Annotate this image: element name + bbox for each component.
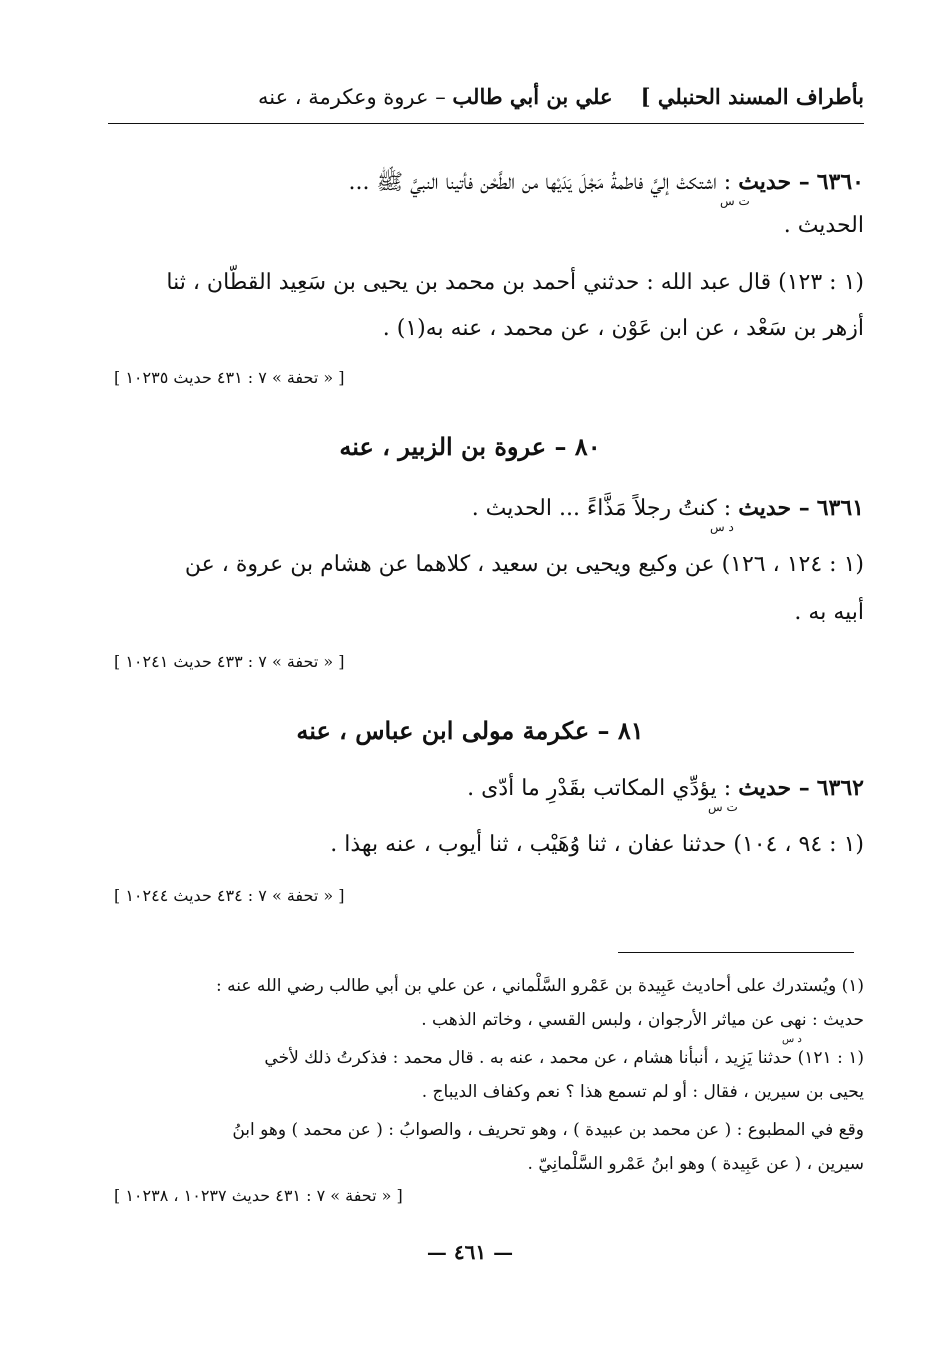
entry-number: ٦٣٦١ bbox=[816, 495, 864, 521]
tuhfa-reference: [ « تحفة » ٧ : ٤٣١ حديث ١٠٢٣٧ ، ١٠٢٣٨ ] bbox=[114, 1186, 403, 1205]
siglum-mark: د س bbox=[710, 520, 734, 534]
tuhfa-reference: [ « تحفة » ٧ : ٤٣١ حديث ١٠٢٣٥ ] bbox=[114, 368, 345, 387]
entry-matn: : اشتكتْ إليَّ فاطمةُ مَجْلَ يَدَيْها من الطَّحْن فأتينا النبيَّ ﷺ ... bbox=[348, 170, 732, 195]
siglum-mark: ت س bbox=[720, 194, 750, 208]
header-chapter-rest: – عروة وعكرمة ، عنه bbox=[258, 85, 446, 109]
header-chapter bbox=[258, 84, 613, 109]
section-heading-80: ٨٠ – عروة بن الزبير ، عنه bbox=[339, 432, 601, 461]
footnote-line: سيرين ، ( عن عَبِيدة ) وهو ابنُ عَمْرو السَّلْمانِيّ . bbox=[527, 1154, 864, 1174]
entry-keyword: حديث bbox=[738, 169, 792, 195]
footnote-line: (١ : ١٢١) حدثنا يَزِيد ، أنبأنا هشام ، عن محمد ، عنه به . قال محمد : فذكرتُ ذلك لأخي bbox=[264, 1048, 864, 1068]
footnote-line: وقع في المطبوع : ( عن محمد بن عبيدة ) ، وهو تحريف ، والصوابُ : ( عن محمد ) وهو ابنُ bbox=[232, 1120, 864, 1140]
entry-6360-isnad-1: (١ : ١٢٣) قال عبد الله : حدثني أحمد بن محمد بن يحيى بن سَعِيد القطّان ، ثنا bbox=[166, 270, 864, 295]
entry-6362-text: ٦٣٦٢ – حديث : يؤدِّي المكاتب بقَدْرِ ما أدّى . bbox=[467, 775, 864, 801]
entry-6361-isnad-2: أبيه به . bbox=[794, 600, 864, 625]
running-header bbox=[108, 84, 864, 120]
siglum-mark: ت س bbox=[708, 800, 738, 814]
entry-6361-isnad-1: (١ : ١٢٤ ، ١٢٦) عن وكيع ويحيى بن سعيد ، كلاهما عن هشام بن عروة ، عن bbox=[184, 552, 864, 577]
entry-keyword: حديث bbox=[738, 775, 792, 801]
entry-6362-isnad-1: (١ : ٩٤ ، ١٠٤) حدثنا عفان ، ثنا وُهَيْب ، ثنا أيوب ، عنه بهذا . bbox=[330, 832, 864, 857]
header-book-title: بأطراف المسند الحنبلي ] bbox=[640, 84, 864, 109]
tuhfa-reference: [ « تحفة » ٧ : ٤٣٤ حديث ١٠٢٤٤ ] bbox=[114, 886, 345, 905]
footnote-line: يحيى بن سيرين ، فقال : أو لم تسمع هذا ؟ نعم وكفاف الديباج . bbox=[421, 1082, 864, 1102]
header-chapter-bold: علي بن أبي طالب bbox=[452, 84, 613, 109]
footnote-rule bbox=[618, 952, 854, 953]
entry-number: ٦٣٦٠ bbox=[816, 169, 864, 195]
entry-matn: : يؤدِّي المكاتب بقَدْرِ ما أدّى . bbox=[467, 776, 732, 801]
header-rule bbox=[108, 123, 864, 124]
footnote-line: (١) ويُستدرك على أحاديث عَبِيدة بن عَمْرو السَّلْماني ، عن علي بن أبي طالب رضي الله عنه : bbox=[215, 976, 864, 996]
siglum-mark: د س bbox=[782, 1034, 802, 1045]
entry-matn: : كنتُ رجلاً مَذَّاءً ... الحديث . bbox=[471, 496, 732, 521]
entry-number: ٦٣٦٢ bbox=[816, 775, 864, 801]
entry-keyword: حديث bbox=[738, 495, 792, 521]
entry-6361-text: ٦٣٦١ – حديث : كنتُ رجلاً مَذَّاءً ... الحديث . bbox=[471, 495, 864, 521]
footnote-line: حديث : نهى عن مياثر الأرجوان ، ولبس القسي ، وخاتم الذهب . bbox=[421, 1010, 864, 1030]
page-number: — ٤٦١ — bbox=[426, 1240, 514, 1264]
tuhfa-reference: [ « تحفة » ٧ : ٤٣٣ حديث ١٠٢٤١ ] bbox=[114, 652, 345, 671]
entry-6360-isnad-2: أزهر بن سَعْد ، عن ابن عَوْن ، عن محمد ، عنه به(١) . bbox=[382, 316, 864, 341]
section-heading-81: ٨١ – عكرمة مولى ابن عباس ، عنه bbox=[296, 716, 644, 745]
entry-6360-line2: الحديث . bbox=[783, 213, 864, 238]
entry-6360-text: ٦٣٦٠ – حديث : اشتكتْ إليَّ فاطمةُ مَجْلَ يَدَيْها من الطَّحْن فأتينا النبيَّ ﷺ ... bbox=[348, 169, 864, 195]
